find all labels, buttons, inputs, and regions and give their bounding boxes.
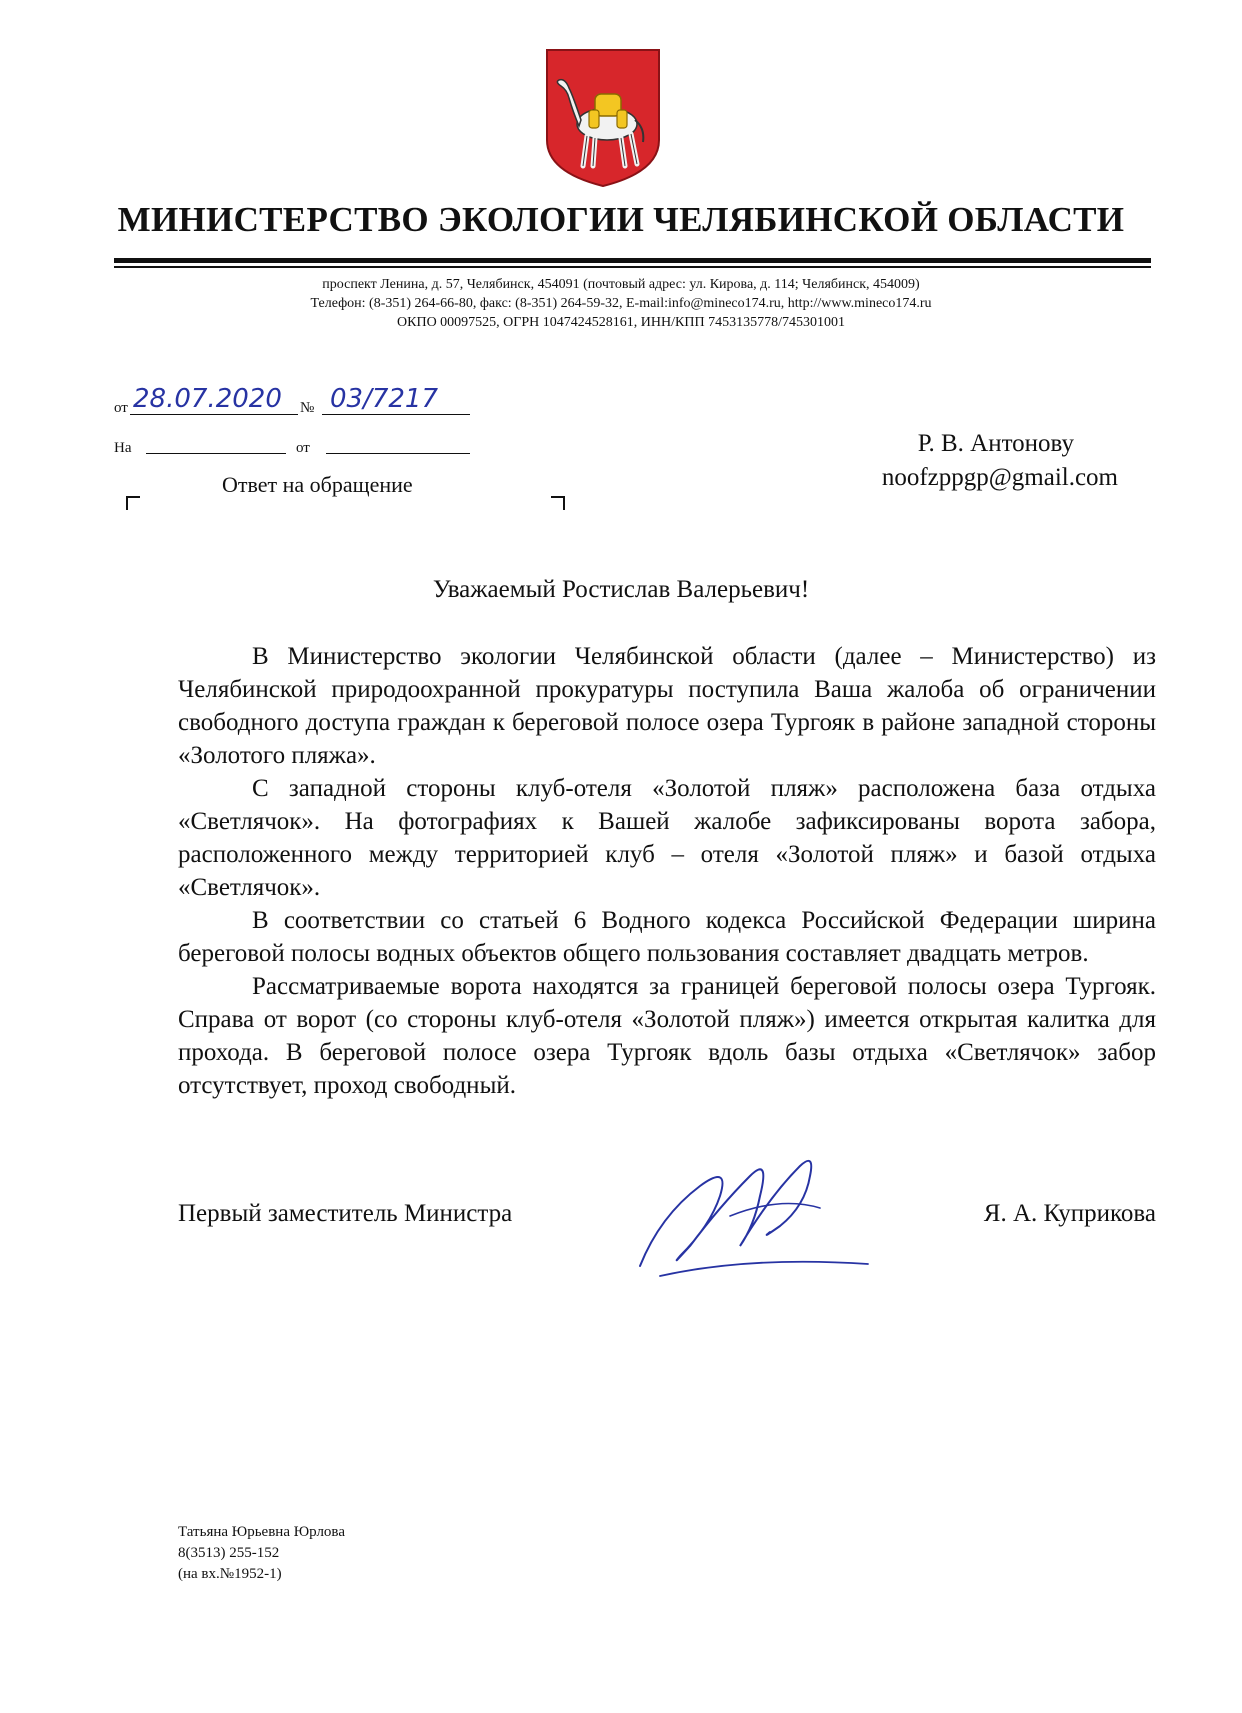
number-underline xyxy=(322,414,470,415)
reference-underline xyxy=(146,453,286,454)
subject-corner-left xyxy=(126,496,140,510)
incoming-reference: (на вх.№1952-1) xyxy=(178,1566,282,1582)
contact-address: проспект Ленина, д. 57, Челябинск, 454091 (почтовый адрес: ул. Кирова, д. 114; Челябинск, 454009) xyxy=(322,277,920,292)
contact-registry: ОКПО 00097525, ОГРН 1047424528161, ИНН/КПП 7453135778/745301001 xyxy=(397,315,845,330)
addressee-email: noofzppgp@gmail.com xyxy=(881,464,1118,491)
contact-phone: Телефон: (8-351) 264-66-80, факс: (8-351) 264-59-32, E-mail:info@mineco174.ru, http://www.mineco174.ru xyxy=(310,296,932,311)
date-label: от xyxy=(114,400,128,416)
number-label: № xyxy=(300,400,315,416)
signatory-name: Я. А. Куприкова xyxy=(983,1200,1156,1227)
organization-title: МИНИСТЕРСТВО ЭКОЛОГИИ ЧЕЛЯБИНСКОЙ ОБЛАСТИ xyxy=(117,200,1125,239)
body-paragraph: В соответствии со статьей 6 Водного кодекса Российской Федерации ширина береговой полосы водных объектов общего пользования составляет двадцать метров. xyxy=(178,907,1156,967)
camel-coat-of-arms-icon xyxy=(545,48,661,188)
signatory-title: Первый заместитель Министра xyxy=(178,1200,513,1227)
salutation: Уважаемый Ростислав Валерьевич! xyxy=(432,576,810,603)
reference-date-label: от xyxy=(296,440,310,456)
executor-name: Татьяна Юрьевна Юрлова xyxy=(178,1524,345,1540)
outgoing-date: 28.07.2020 xyxy=(133,384,282,414)
outgoing-number: 03/7217 xyxy=(330,384,439,414)
letter-body xyxy=(178,640,1156,1102)
reference-label: На xyxy=(114,440,132,456)
body-paragraph: С западной стороны клуб-отеля «Золотой пляж» расположена база отдыха «Светлячок». На фотографиях к Вашей жалобе зафиксированы ворота забора, расположенного между территорией клуб – отеля «Золотой пляж» и базой отдыха «Светлячок». xyxy=(178,775,1156,901)
reference-date-underline xyxy=(326,453,470,454)
addressee-name: Р. В. Антонову xyxy=(917,430,1074,457)
executor-phone: 8(3513) 255-152 xyxy=(178,1545,280,1561)
date-underline xyxy=(130,414,298,415)
header-rule-thin xyxy=(114,266,1151,268)
body-paragraph: Рассматриваемые ворота находятся за границей береговой полосы озера Тургояк. Справа от ворот (со стороны клуб-отеля «Золотой пляж») имеется открытая калитка для прохода. В береговой полосе озера Тургояк вдоль базы отдыха «Светлячок» забор отсутствует, проход свободный. xyxy=(178,973,1156,1099)
letter-subject: Ответ на обращение xyxy=(222,472,413,497)
header-rule-thick xyxy=(114,258,1151,263)
subject-corner-right xyxy=(551,496,565,510)
body-paragraph: В Министерство экологии Челябинской области (далее – Министерство) из Челябинской природоохранной прокуратуры поступила Ваша жалоба об ограничении свободного доступа граждан к береговой полосе озера Тургояк в районе западной стороны «Золотого пляжа». xyxy=(178,643,1156,769)
handwritten-signature xyxy=(630,1136,870,1286)
